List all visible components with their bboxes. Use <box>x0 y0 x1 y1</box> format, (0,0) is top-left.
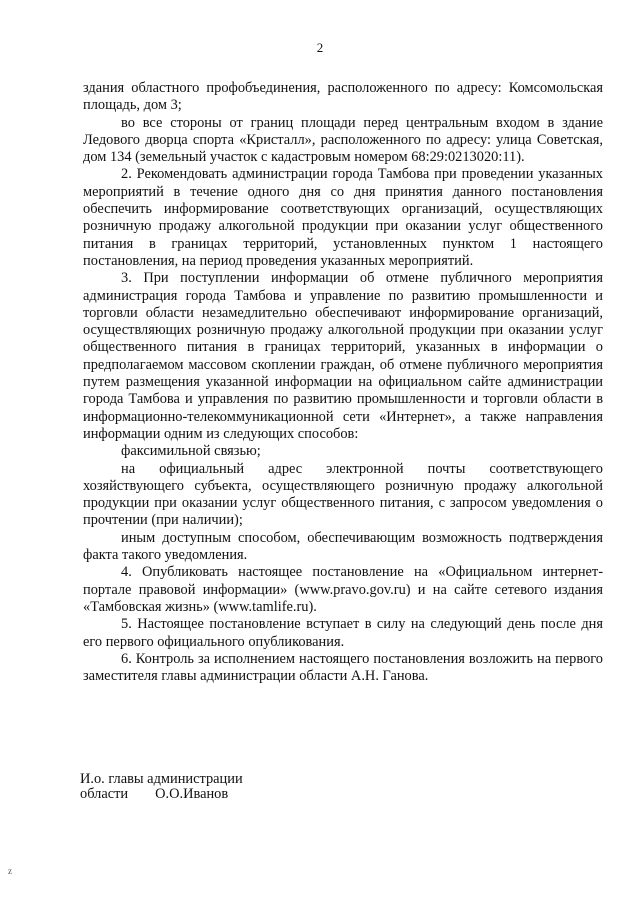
paragraph-8: 5. Настоящее постановление вступает в силу на следующий день после дня его первого официального опубликования. <box>83 616 603 650</box>
paragraph-5: на официальный адрес электронной почты соответствующего хозяйствующего субъекта, осуществляющего розничную продажу алкогольной продукции при оказании услуг общественного питания, с запросом уведомления о прочтении (при наличии); <box>83 460 603 529</box>
margin-mark: z <box>8 866 12 876</box>
paragraph-6: иным доступным способом, обеспечивающим возможность подтверждения факта такого уведомления. <box>83 529 603 564</box>
signatory-position-region: области <box>80 786 129 802</box>
paragraph-7: 4. Опубликовать настоящее постановление на «Официальном интернет-портале правовой информации» (www.pravo.gov.ru) и на сайте сетевого издания «Тамбовская жизнь» (www.tamlife.ru). <box>83 564 603 615</box>
document-body <box>83 80 603 685</box>
paragraph-4: факсимильной связью; <box>121 443 261 460</box>
paragraph-0: здания областного профобъединения, расположенного по адресу: Комсомольская площадь, дом 3; <box>83 80 603 114</box>
paragraph-1: во все стороны от границ площади перед центральным входом в здание Ледового дворца спорта «Кристалл», расположенного по адресу: улица Советская, дом 134 (земельный участок с кадастровым номером 68:29:0213020:11). <box>83 114 603 166</box>
paragraph-3: 3. При поступлении информации об отмене публичного мероприятия администрация города Тамбова и управление по развитию промышленности и торговли области незамедлительно обеспечивают информирование организаций, осуществляющих розничную продажу алкогольной продукции при оказании услуг общественного питания в границах территорий, указанных в информации о предполагаемом массовом скоплении граждан, об отмене публичного мероприятия путем размещения указанной информации на официальном сайте администрации города Тамбова и управления по развитию промышленности и торговли области в информационно-телекоммуникационной сети «Интернет», а также направления информации одним из следующих способов: <box>83 270 603 442</box>
paragraph-2: 2. Рекомендовать администрации города Тамбова при проведении указанных мероприятий в течение одного дня со дня принятия данного постановления обеспечить информирование соответствующих организаций, осуществляющих розничную продажу алкогольной продукции при оказании услуг общественного питания в границах территорий, установленных пунктом 1 настоящего постановления, на период проведения указанных мероприятий. <box>83 166 603 269</box>
paragraph-9: 6. Контроль за исполнением настоящего постановления возложить на первого заместителя главы администрации области А.Н. Ганова. <box>83 650 603 685</box>
signatory-name: О.О.Иванов <box>155 786 229 802</box>
signatory-position: И.о. главы администрации <box>80 771 243 787</box>
signature-block <box>80 772 243 802</box>
page-number: 2 <box>316 40 324 55</box>
